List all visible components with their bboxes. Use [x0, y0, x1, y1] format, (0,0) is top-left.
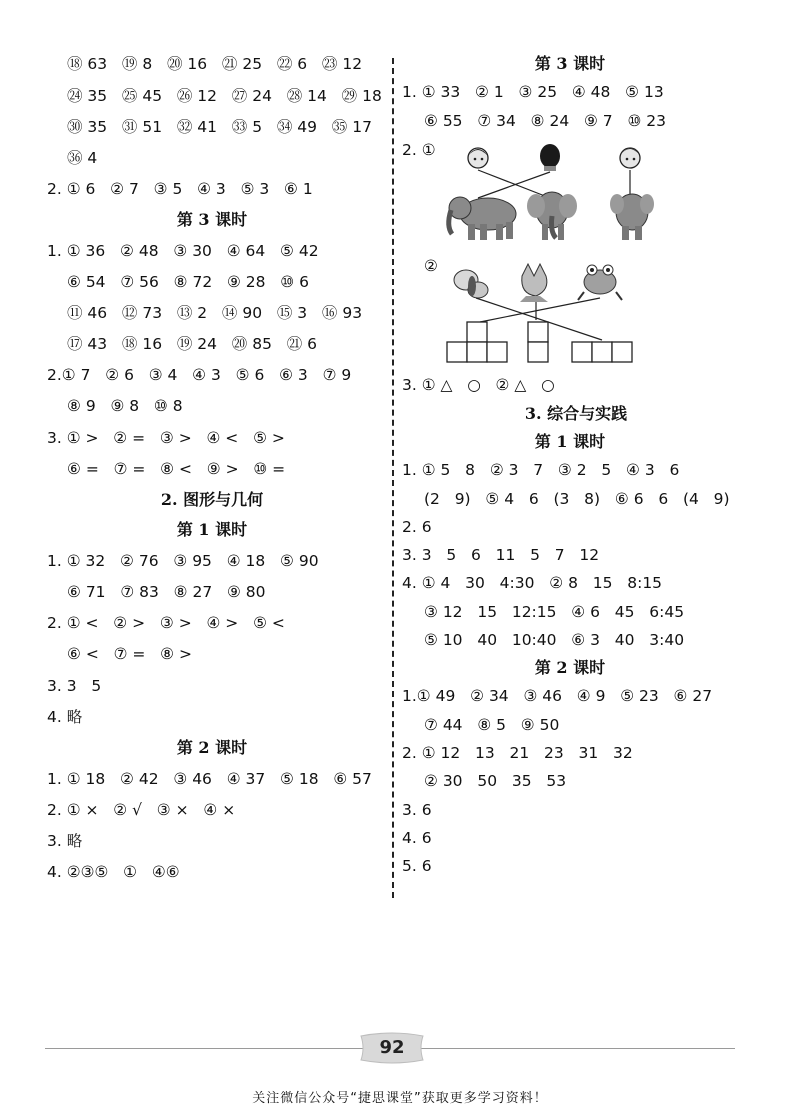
page-number: 92 [379, 1037, 405, 1058]
block-view-middle [528, 322, 548, 362]
answer-line: 1. ① 18 ② 42 ③ 46 ④ 37 ⑤ 18 ⑥ 57 [47, 770, 372, 788]
elephant-side-icon [449, 197, 516, 240]
answer-line: ㉔ 35 ㉕ 45 ㉖ 12 ㉗ 24 ㉘ 14 ㉙ 18 [67, 87, 382, 105]
answer-line: ⑥ 71 ⑦ 83 ⑧ 27 ⑨ 80 [67, 583, 266, 601]
answer-line: 4. ②③⑤ ① ④⑥ [47, 863, 180, 881]
section-heading: 3. 综合与实践 [524, 404, 628, 423]
answer-line: ㉚ 35 ㉛ 51 ㉜ 41 ㉝ 5 ㉞ 49 ㉟ 17 [67, 118, 372, 136]
answer-line: 2.① 7 ② 6 ③ 4 ④ 3 ⑤ 6 ⑥ 3 ⑦ 9 [47, 366, 352, 384]
answer-line: 3. 略 [47, 832, 83, 850]
answer-line: ㊱ 4 [67, 149, 98, 167]
child-head-icon [468, 148, 488, 168]
answer-line: 1. ① 32 ② 76 ③ 95 ④ 18 ⑤ 90 [47, 552, 319, 570]
elephant-back-icon [610, 194, 654, 240]
answer-line: 5. 6 [402, 857, 432, 875]
answer-line: ⑦ 44 ⑧ 5 ⑨ 50 [424, 716, 560, 734]
lesson-heading: 第 1 课时 [534, 432, 606, 451]
answer-line: 4. ① 4 30 4:30 ② 8 15 8:15 [402, 574, 663, 592]
answer-line: ⑪ 46 ⑫ 73 ⑬ 2 ⑭ 90 ⑮ 3 ⑯ 93 [67, 304, 363, 322]
answer-line: ⑥ 54 ⑦ 56 ⑧ 72 ⑨ 28 ⑩ 6 [67, 273, 309, 291]
answer-line: 2. ① [402, 141, 436, 159]
answer-line: 3. ① > ② = ③ > ④ < ⑤ > [47, 429, 285, 447]
lesson-heading: 第 2 课时 [534, 658, 606, 677]
elephant-front-icon [527, 192, 577, 240]
answer-line: ⑥ 55 ⑦ 34 ⑧ 24 ⑨ 7 ⑩ 23 [424, 112, 666, 130]
lesson-heading: 第 3 课时 [534, 54, 606, 73]
answer-line: (2 9) ⑤ 4 6 (3 8) ⑥ 6 6 (4 9) [424, 490, 730, 508]
answer-line: ② 30 50 35 53 [424, 772, 567, 790]
footer-note: 关注微信公众号“捷思课堂”获取更多学习资料！ [252, 1091, 548, 1106]
fox-icon [520, 264, 548, 302]
answer-line: ⑰ 43 ⑱ 16 ⑲ 24 ⑳ 85 ㉑ 6 [67, 335, 318, 353]
answer-line: 4. 6 [402, 829, 432, 847]
answer-line: ③ 12 15 12:15 ④ 6 45 6:45 [424, 603, 685, 621]
answer-line: 3. 3 5 6 11 5 7 12 [402, 546, 600, 564]
answer-line: 1. ① 5 8 ② 3 7 ③ 2 5 ④ 3 6 [402, 461, 680, 479]
answer-line: 3. ① △ ○ ② △ ○ [402, 376, 555, 394]
answer-line: ② [424, 257, 438, 275]
lesson-heading: 第 2 课时 [176, 738, 248, 757]
block-view-right [572, 342, 632, 362]
answer-line: ⑥ < ⑦ = ⑧ > [67, 645, 192, 663]
child-head-icon [620, 148, 640, 168]
column-divider [392, 58, 394, 898]
child-back-head-icon [540, 144, 560, 171]
answer-line: 1. ① 33 ② 1 ③ 25 ④ 48 ⑤ 13 [402, 83, 664, 101]
answer-line: ⑤ 10 40 10:40 ⑥ 3 40 3:40 [424, 631, 685, 649]
answer-line: 2. 6 [402, 518, 432, 536]
answer-line: 2. ① × ② √ ③ × ④ × [47, 801, 236, 819]
animals-blocks-matching-figure [440, 256, 650, 368]
answer-line: 1.① 49 ② 34 ③ 46 ④ 9 ⑤ 23 ⑥ 27 [402, 687, 713, 705]
block-view-left [447, 322, 507, 362]
answer-line: 2. ① 12 13 21 23 31 32 [402, 744, 633, 762]
answer-line: ⑥ = ⑦ = ⑧ < ⑨ > ⑩ = [67, 460, 286, 478]
answer-line: 2. ① < ② > ③ > ④ > ⑤ < [47, 614, 285, 632]
answer-line: ⑱ 63 ⑲ 8 ⑳ 16 ㉑ 25 ㉒ 6 ㉓ 12 [67, 55, 363, 73]
lesson-heading: 第 3 课时 [176, 210, 248, 229]
butterfly-icon [454, 270, 488, 298]
answer-line: 3. 6 [402, 801, 432, 819]
frog-icon [578, 265, 622, 300]
section-heading: 2. 图形与几何 [160, 490, 264, 509]
lesson-heading: 第 1 课时 [176, 520, 248, 539]
answer-line: 1. ① 36 ② 48 ③ 30 ④ 64 ⑤ 42 [47, 242, 319, 260]
answer-line: 4. 略 [47, 708, 83, 726]
children-elephants-matching-figure [440, 138, 660, 246]
answer-line: 3. 3 5 [47, 677, 102, 695]
answer-line: ⑧ 9 ⑨ 8 ⑩ 8 [67, 397, 183, 415]
answer-line: 2. ① 6 ② 7 ③ 5 ④ 3 ⑤ 3 ⑥ 1 [47, 180, 313, 198]
